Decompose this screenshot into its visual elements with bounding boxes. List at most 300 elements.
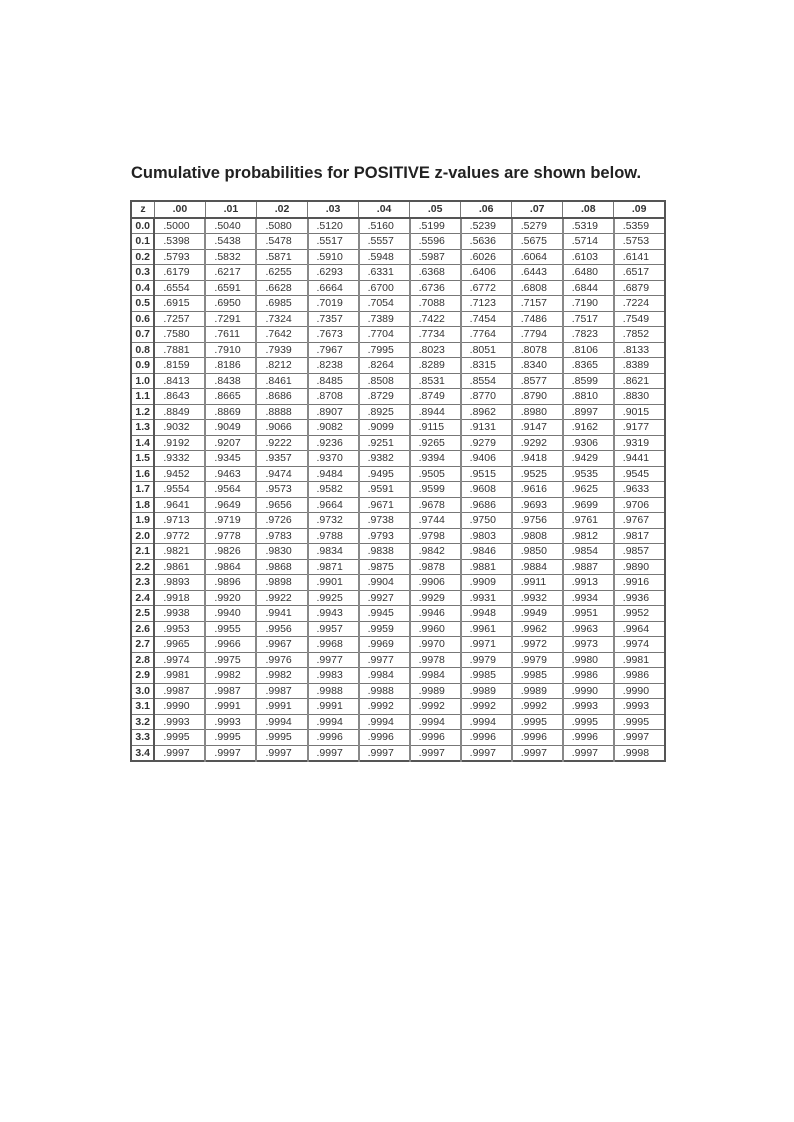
probability-cell: .9893 (154, 575, 205, 591)
probability-cell: .6985 (256, 296, 307, 312)
probability-cell: .9995 (563, 714, 614, 730)
probability-cell: .9591 (359, 482, 410, 498)
probability-cell: .9986 (563, 668, 614, 684)
probability-cell: .9699 (563, 497, 614, 513)
probability-cell: .5000 (154, 218, 205, 234)
probability-cell: .9826 (205, 544, 256, 560)
table-row (131, 389, 665, 405)
probability-cell: .9995 (614, 714, 665, 730)
probability-cell: .6628 (256, 280, 307, 296)
probability-cell: .9049 (205, 420, 256, 436)
probability-cell: .9955 (205, 621, 256, 637)
z-value-cell: 0.9 (131, 358, 154, 374)
probability-cell: .5871 (256, 249, 307, 265)
probability-cell: .9904 (359, 575, 410, 591)
probability-cell: .9370 (308, 451, 359, 467)
probability-cell: .6517 (614, 265, 665, 281)
probability-cell: .9994 (410, 714, 461, 730)
probability-cell: .8461 (256, 373, 307, 389)
probability-cell: .9582 (308, 482, 359, 498)
z-value-cell: 1.1 (131, 389, 154, 405)
probability-cell: .8051 (461, 342, 512, 358)
table-row (131, 652, 665, 668)
probability-cell: .8577 (512, 373, 563, 389)
probability-cell: .9931 (461, 590, 512, 606)
probability-cell: .9987 (154, 683, 205, 699)
probability-cell: .8729 (359, 389, 410, 405)
probability-cell: .9332 (154, 451, 205, 467)
probability-cell: .6103 (563, 249, 614, 265)
probability-cell: .9961 (461, 621, 512, 637)
probability-cell: .9940 (205, 606, 256, 622)
probability-cell: .9884 (512, 559, 563, 575)
probability-cell: .9981 (614, 652, 665, 668)
probability-cell: .9131 (461, 420, 512, 436)
probability-cell: .9573 (256, 482, 307, 498)
probability-cell: .7995 (359, 342, 410, 358)
probability-cell: .5279 (512, 218, 563, 234)
probability-cell: .8849 (154, 404, 205, 420)
probability-cell: .8869 (205, 404, 256, 420)
probability-cell: .7422 (410, 311, 461, 327)
probability-cell: .9868 (256, 559, 307, 575)
probability-cell: .9441 (614, 451, 665, 467)
probability-cell: .7324 (256, 311, 307, 327)
probability-cell: .8264 (359, 358, 410, 374)
probability-cell: .9996 (359, 730, 410, 746)
probability-cell: .9564 (205, 482, 256, 498)
probability-cell: .9452 (154, 466, 205, 482)
probability-cell: .9980 (563, 652, 614, 668)
z-value-cell: 1.0 (131, 373, 154, 389)
probability-cell: .9989 (512, 683, 563, 699)
probability-cell: .9732 (308, 513, 359, 529)
table-row (131, 435, 665, 451)
probability-cell: .9994 (256, 714, 307, 730)
probability-cell: .9901 (308, 575, 359, 591)
probability-cell: .9686 (461, 497, 512, 513)
probability-cell: .9177 (614, 420, 665, 436)
probability-cell: .9898 (256, 575, 307, 591)
probability-cell: .9997 (359, 745, 410, 761)
probability-cell: .6808 (512, 280, 563, 296)
probability-cell: .7389 (359, 311, 410, 327)
probability-cell: .8159 (154, 358, 205, 374)
probability-cell: .9993 (205, 714, 256, 730)
probability-cell: .9744 (410, 513, 461, 529)
probability-cell: .9956 (256, 621, 307, 637)
probability-cell: .9649 (205, 497, 256, 513)
table-row (131, 327, 665, 343)
probability-cell: .9952 (614, 606, 665, 622)
column-header: .01 (205, 201, 256, 218)
probability-cell: .9946 (410, 606, 461, 622)
table-row (131, 497, 665, 513)
probability-cell: .9953 (154, 621, 205, 637)
page-title: Cumulative probabilities for POSITIVE z-values are shown below. (131, 164, 642, 182)
probability-cell: .7054 (359, 296, 410, 312)
probability-cell: .8186 (205, 358, 256, 374)
probability-cell: .7967 (308, 342, 359, 358)
probability-cell: .9793 (359, 528, 410, 544)
table-row (131, 482, 665, 498)
probability-cell: .6141 (614, 249, 665, 265)
column-header: .02 (256, 201, 307, 218)
probability-cell: .9997 (512, 745, 563, 761)
probability-cell: .6255 (256, 265, 307, 281)
z-value-cell: 0.5 (131, 296, 154, 312)
probability-cell: .6700 (359, 280, 410, 296)
probability-cell: .9976 (256, 652, 307, 668)
probability-cell: .9641 (154, 497, 205, 513)
probability-cell: .7190 (563, 296, 614, 312)
table-row (131, 606, 665, 622)
probability-cell: .9871 (308, 559, 359, 575)
probability-cell: .9616 (512, 482, 563, 498)
probability-cell: .5359 (614, 218, 665, 234)
probability-cell: .7794 (512, 327, 563, 343)
probability-cell: .9162 (563, 420, 614, 436)
probability-cell: .9997 (410, 745, 461, 761)
probability-cell: .9554 (154, 482, 205, 498)
z-value-cell: 0.4 (131, 280, 154, 296)
probability-cell: .9979 (512, 652, 563, 668)
probability-cell: .9975 (205, 652, 256, 668)
probability-cell: .9783 (256, 528, 307, 544)
probability-cell: .9997 (205, 745, 256, 761)
probability-cell: .9945 (359, 606, 410, 622)
probability-cell: .6443 (512, 265, 563, 281)
probability-cell: .8389 (614, 358, 665, 374)
probability-cell: .9990 (154, 699, 205, 715)
z-value-cell: 3.0 (131, 683, 154, 699)
column-header: .09 (614, 201, 665, 218)
probability-cell: .7939 (256, 342, 307, 358)
probability-cell: .9913 (563, 575, 614, 591)
probability-cell: .9505 (410, 466, 461, 482)
probability-cell: .9996 (563, 730, 614, 746)
probability-cell: .9977 (308, 652, 359, 668)
probability-cell: .9981 (154, 668, 205, 684)
probability-cell: .5793 (154, 249, 205, 265)
probability-cell: .9719 (205, 513, 256, 529)
probability-cell: .7123 (461, 296, 512, 312)
probability-cell: .9934 (563, 590, 614, 606)
probability-cell: .9345 (205, 451, 256, 467)
table-row (131, 528, 665, 544)
probability-cell: .9319 (614, 435, 665, 451)
probability-cell: .9996 (308, 730, 359, 746)
probability-cell: .9625 (563, 482, 614, 498)
table-row (131, 451, 665, 467)
probability-cell: .5239 (461, 218, 512, 234)
probability-cell: .9995 (256, 730, 307, 746)
table-row (131, 544, 665, 560)
probability-cell: .6554 (154, 280, 205, 296)
probability-cell: .5948 (359, 249, 410, 265)
probability-cell: .9656 (256, 497, 307, 513)
probability-cell: .7910 (205, 342, 256, 358)
probability-cell: .7517 (563, 311, 614, 327)
probability-cell: .5714 (563, 234, 614, 250)
z-value-cell: 2.1 (131, 544, 154, 560)
z-value-cell: 1.4 (131, 435, 154, 451)
table-row (131, 714, 665, 730)
probability-cell: .9756 (512, 513, 563, 529)
probability-cell: .7823 (563, 327, 614, 343)
column-header: z (131, 201, 154, 218)
probability-cell: .9993 (563, 699, 614, 715)
probability-cell: .9974 (154, 652, 205, 668)
probability-cell: .7673 (308, 327, 359, 343)
probability-cell: .8531 (410, 373, 461, 389)
probability-cell: .6179 (154, 265, 205, 281)
probability-cell: .8212 (256, 358, 307, 374)
table-row (131, 621, 665, 637)
probability-cell: .5478 (256, 234, 307, 250)
probability-cell: .9207 (205, 435, 256, 451)
probability-cell: .6915 (154, 296, 205, 312)
probability-cell: .9929 (410, 590, 461, 606)
probability-cell: .9978 (410, 652, 461, 668)
probability-cell: .9989 (410, 683, 461, 699)
probability-cell: .9988 (308, 683, 359, 699)
probability-cell: .9738 (359, 513, 410, 529)
probability-cell: .5596 (410, 234, 461, 250)
z-value-cell: 0.3 (131, 265, 154, 281)
probability-cell: .9846 (461, 544, 512, 560)
probability-cell: .9664 (308, 497, 359, 513)
probability-cell: .9959 (359, 621, 410, 637)
probability-cell: .6368 (410, 265, 461, 281)
table-row (131, 404, 665, 420)
probability-cell: .9909 (461, 575, 512, 591)
z-value-cell: 1.3 (131, 420, 154, 436)
probability-cell: .9842 (410, 544, 461, 560)
probability-cell: .9986 (614, 668, 665, 684)
probability-cell: .9974 (614, 637, 665, 653)
probability-cell: .9633 (614, 482, 665, 498)
probability-cell: .5675 (512, 234, 563, 250)
probability-cell: .9251 (359, 435, 410, 451)
probability-cell: .9990 (563, 683, 614, 699)
probability-cell: .7764 (461, 327, 512, 343)
probability-cell: .9357 (256, 451, 307, 467)
probability-cell: .9406 (461, 451, 512, 467)
probability-cell: .9996 (410, 730, 461, 746)
probability-cell: .9861 (154, 559, 205, 575)
probability-cell: .9989 (461, 683, 512, 699)
probability-cell: .6879 (614, 280, 665, 296)
table-row (131, 373, 665, 389)
probability-cell: .8770 (461, 389, 512, 405)
probability-cell: .9850 (512, 544, 563, 560)
probability-cell: .9985 (512, 668, 563, 684)
probability-cell: .8554 (461, 373, 512, 389)
probability-cell: .9864 (205, 559, 256, 575)
z-value-cell: 1.2 (131, 404, 154, 420)
probability-cell: .9997 (614, 730, 665, 746)
probability-cell: .9997 (563, 745, 614, 761)
z-value-cell: 2.3 (131, 575, 154, 591)
probability-cell: .9996 (461, 730, 512, 746)
probability-cell: .9970 (410, 637, 461, 653)
probability-cell: .7454 (461, 311, 512, 327)
probability-cell: .9265 (410, 435, 461, 451)
probability-cell: .9545 (614, 466, 665, 482)
probability-cell: .9982 (256, 668, 307, 684)
probability-cell: .9147 (512, 420, 563, 436)
probability-cell: .9997 (308, 745, 359, 761)
probability-cell: .6950 (205, 296, 256, 312)
probability-cell: .9943 (308, 606, 359, 622)
probability-cell: .9726 (256, 513, 307, 529)
probability-cell: .9484 (308, 466, 359, 482)
probability-cell: .9878 (410, 559, 461, 575)
probability-cell: .9938 (154, 606, 205, 622)
probability-cell: .9997 (256, 745, 307, 761)
probability-cell: .8413 (154, 373, 205, 389)
probability-cell: .9838 (359, 544, 410, 560)
probability-cell: .9772 (154, 528, 205, 544)
z-value-cell: 3.3 (131, 730, 154, 746)
probability-cell: .8106 (563, 342, 614, 358)
probability-cell: .6664 (308, 280, 359, 296)
probability-cell: .6736 (410, 280, 461, 296)
probability-cell: .9808 (512, 528, 563, 544)
z-value-cell: 2.4 (131, 590, 154, 606)
probability-cell: .9082 (308, 420, 359, 436)
table-row (131, 745, 665, 761)
probability-cell: .7549 (614, 311, 665, 327)
probability-cell: .9991 (205, 699, 256, 715)
probability-cell: .8238 (308, 358, 359, 374)
probability-cell: .8830 (614, 389, 665, 405)
probability-cell: .8023 (410, 342, 461, 358)
probability-cell: .8888 (256, 404, 307, 420)
z-value-cell: 1.6 (131, 466, 154, 482)
probability-cell: .6217 (205, 265, 256, 281)
probability-cell: .9972 (512, 637, 563, 653)
probability-cell: .9767 (614, 513, 665, 529)
probability-cell: .8810 (563, 389, 614, 405)
probability-cell: .7580 (154, 327, 205, 343)
probability-cell: .9936 (614, 590, 665, 606)
z-value-cell: 0.1 (131, 234, 154, 250)
probability-cell: .8665 (205, 389, 256, 405)
probability-cell: .6406 (461, 265, 512, 281)
probability-cell: .9992 (461, 699, 512, 715)
z-value-cell: 0.8 (131, 342, 154, 358)
probability-cell: .9066 (256, 420, 307, 436)
probability-cell: .9713 (154, 513, 205, 529)
probability-cell: .9927 (359, 590, 410, 606)
probability-cell: .9991 (256, 699, 307, 715)
column-header: .00 (154, 201, 205, 218)
probability-cell: .9382 (359, 451, 410, 467)
probability-cell: .9854 (563, 544, 614, 560)
probability-cell: .9990 (614, 683, 665, 699)
table-row (131, 590, 665, 606)
probability-cell: .9678 (410, 497, 461, 513)
z-value-cell: 3.4 (131, 745, 154, 761)
table-row (131, 575, 665, 591)
z-value-cell: 2.5 (131, 606, 154, 622)
probability-cell: .9608 (461, 482, 512, 498)
z-value-cell: 0.6 (131, 311, 154, 327)
table-row (131, 358, 665, 374)
probability-cell: .8315 (461, 358, 512, 374)
probability-cell: .9964 (614, 621, 665, 637)
probability-cell: .8289 (410, 358, 461, 374)
probability-cell: .9988 (359, 683, 410, 699)
probability-cell: .9515 (461, 466, 512, 482)
probability-cell: .5319 (563, 218, 614, 234)
z-value-cell: 1.8 (131, 497, 154, 513)
probability-cell: .9750 (461, 513, 512, 529)
probability-cell: .8621 (614, 373, 665, 389)
probability-cell: .9925 (308, 590, 359, 606)
probability-cell: .9993 (154, 714, 205, 730)
probability-cell: .9495 (359, 466, 410, 482)
probability-cell: .9821 (154, 544, 205, 560)
probability-cell: .7224 (614, 296, 665, 312)
probability-cell: .7088 (410, 296, 461, 312)
probability-cell: .9916 (614, 575, 665, 591)
z-value-cell: 3.2 (131, 714, 154, 730)
z-value-cell: 1.9 (131, 513, 154, 529)
probability-cell: .9977 (359, 652, 410, 668)
probability-cell: .5160 (359, 218, 410, 234)
z-value-cell: 1.7 (131, 482, 154, 498)
table-row (131, 249, 665, 265)
table-header-row (131, 201, 665, 218)
table-row (131, 280, 665, 296)
probability-cell: .8925 (359, 404, 410, 420)
probability-cell: .8997 (563, 404, 614, 420)
probability-cell: .9875 (359, 559, 410, 575)
probability-cell: .9706 (614, 497, 665, 513)
probability-cell: .7704 (359, 327, 410, 343)
probability-cell: .8686 (256, 389, 307, 405)
probability-cell: .9969 (359, 637, 410, 653)
probability-cell: .5080 (256, 218, 307, 234)
probability-cell: .9830 (256, 544, 307, 560)
probability-cell: .9995 (154, 730, 205, 746)
probability-cell: .9991 (308, 699, 359, 715)
probability-cell: .8643 (154, 389, 205, 405)
probability-cell: .7486 (512, 311, 563, 327)
probability-cell: .9599 (410, 482, 461, 498)
probability-cell: .9951 (563, 606, 614, 622)
probability-cell: .9222 (256, 435, 307, 451)
probability-cell: .9984 (410, 668, 461, 684)
probability-cell: .7734 (410, 327, 461, 343)
probability-cell: .8962 (461, 404, 512, 420)
probability-cell: .9920 (205, 590, 256, 606)
probability-cell: .9984 (359, 668, 410, 684)
probability-cell: .5636 (461, 234, 512, 250)
probability-cell: .5557 (359, 234, 410, 250)
probability-cell: .8133 (614, 342, 665, 358)
probability-cell: .9996 (512, 730, 563, 746)
probability-cell: .9918 (154, 590, 205, 606)
probability-cell: .8078 (512, 342, 563, 358)
probability-cell: .9957 (308, 621, 359, 637)
table-row (131, 218, 665, 234)
table-row (131, 559, 665, 575)
probability-cell: .7257 (154, 311, 205, 327)
